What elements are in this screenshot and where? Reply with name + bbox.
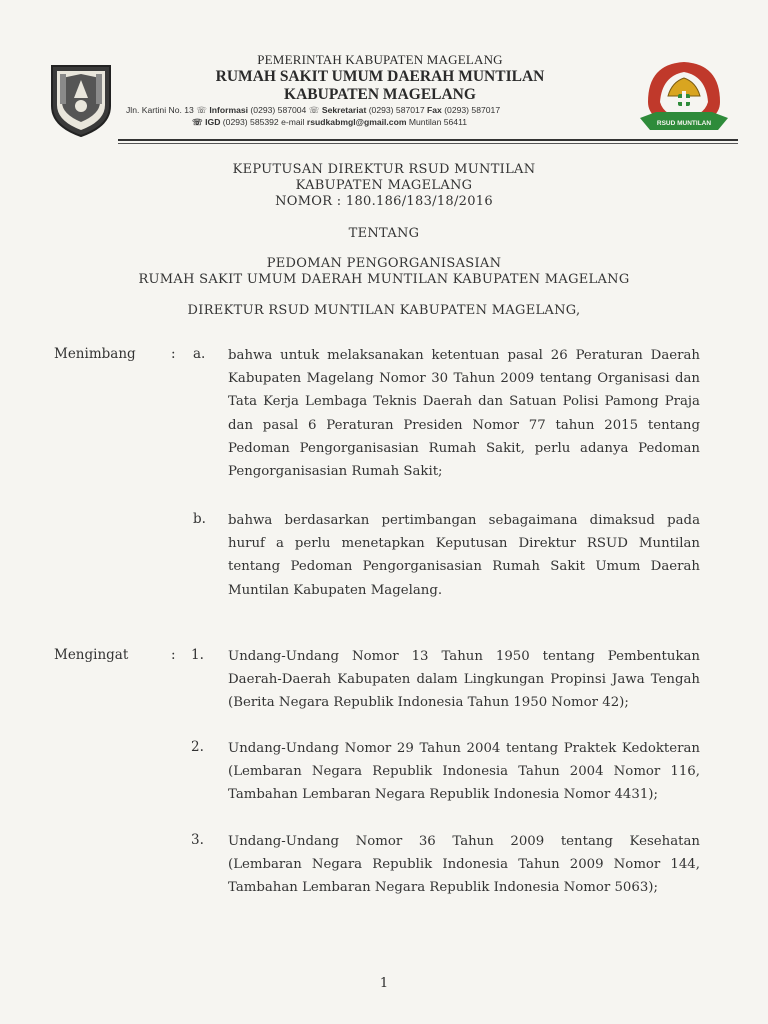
subject-line-1: PEDOMAN PENGORGANISASIAN bbox=[266, 256, 502, 271]
menimbang-label: Menimbang bbox=[54, 346, 136, 362]
menimbang-a-text: bahwa untuk melaksanakan ketentuan pasal 26 Peraturan Daerah Kabupaten Magelang Nomor 30 Tahun 2009 tentang Organisasi dan Tata Kerja Lembaga Teknis Daerah dan Satuan Polisi Pamong Praja dan pasal 6 Peraturan Presiden Nomor 77 tahun 2015 tentang Pedoman Pengorganisasian Rumah Sakit, perlu adanya Pedoman Pengorganisasian Rumah Sakit; bbox=[228, 348, 700, 480]
menimbang-a-marker: a. bbox=[193, 346, 206, 362]
secretariat-number: (0293) 587017 bbox=[366, 105, 427, 115]
logo-caption: RSUD MUNTILAN bbox=[656, 120, 712, 127]
letterhead-address bbox=[126, 104, 642, 128]
fax-label: Fax bbox=[427, 105, 442, 115]
mengingat-colon: : bbox=[171, 647, 176, 663]
mengingat-item-3-text: Undang-Undang Nomor 36 Tahun 2009 tentang Kesehatan (Lembaran Negara Republik Indonesia Tahun 2009 Nomor 144, Tambahan Lembaran Negara Republik Indonesia Nomor 5063); bbox=[228, 834, 700, 896]
info-number: (0293) 587004 ☏ bbox=[248, 105, 322, 115]
address-line-2 bbox=[126, 116, 642, 128]
decree-title-line-1: KEPUTUSAN DIREKTUR RSUD MUNTILAN bbox=[232, 162, 536, 177]
fax-number: (0293) 587017 bbox=[441, 105, 501, 115]
menimbang-b-marker: b. bbox=[193, 511, 206, 527]
menimbang-b-text: bahwa berdasarkan pertimbangan sebagaimana dimaksud pada huruf a perlu menetapkan Keputusan Direktur RSUD Muntilan tentang Pedoman Pengorganisasian Rumah Sakit Umum Daerah Muntilan Kabupaten Magelang. bbox=[228, 513, 700, 598]
director-heading: DIREKTUR RSUD MUNTILAN KABUPATEN MAGELANG, bbox=[187, 303, 581, 318]
mengingat-item-2-text: Undang-Undang Nomor 29 Tahun 2004 tentang Praktek Kedokteran (Lembaran Negara Republik Indonesia Tahun 2004 Nomor 116, Tambahan Lembaran Negara Republik Indonesia Nomor 4431); bbox=[228, 741, 700, 803]
mengingat-item-2-marker: 2. bbox=[191, 739, 204, 755]
letterhead-rule-thick bbox=[118, 139, 738, 141]
subject-line-2: RUMAH SAKIT UMUM DAERAH MUNTILAN KABUPATEN MAGELANG bbox=[138, 272, 630, 287]
address-street: Jln. Kartini No. 13 ☏ bbox=[126, 105, 210, 115]
email-address: rsudkabmgl@gmail.com bbox=[306, 117, 407, 127]
secretariat-label: Sekretariat bbox=[321, 105, 367, 115]
kabupaten-magelang-crest-icon bbox=[48, 62, 114, 138]
info-label: Informasi bbox=[209, 105, 249, 115]
mengingat-item-3-marker: 3. bbox=[191, 832, 204, 848]
decree-number: NOMOR : 180.186/183/18/2016 bbox=[275, 194, 493, 209]
letterhead-heading bbox=[120, 52, 640, 104]
letterhead-rule-thin bbox=[118, 143, 738, 144]
igd-label: ☏ IGD bbox=[192, 117, 221, 127]
hospital-name: RUMAH SAKIT UMUM DAERAH MUNTILAN bbox=[215, 68, 545, 85]
kabupaten-name: KABUPATEN MAGELANG bbox=[284, 86, 476, 103]
decree-title-line-2: KABUPATEN MAGELANG bbox=[295, 178, 473, 193]
rsud-muntilan-logo-icon bbox=[638, 56, 730, 140]
igd-number: (0293) 585392 e-mail bbox=[220, 117, 307, 127]
mengingat-item-1-text: Undang-Undang Nomor 13 Tahun 1950 tentang Pembentukan Daerah-Daerah Kabupaten dalam Lingkungan Propinsi Jawa Tengah (Berita Negara Republik Indonesia Tahun 1950 Nomor 42); bbox=[228, 649, 700, 711]
tentang-heading: TENTANG bbox=[348, 226, 420, 241]
government-name: PEMERINTAH KABUPATEN MAGELANG bbox=[257, 52, 503, 67]
mengingat-item-1-marker: 1. bbox=[191, 647, 204, 663]
address-city: Muntilan 56411 bbox=[406, 117, 468, 127]
menimbang-colon: : bbox=[171, 346, 176, 362]
address-line-1 bbox=[126, 104, 642, 116]
mengingat-label: Mengingat bbox=[54, 647, 129, 663]
page-number: 1 bbox=[379, 976, 389, 991]
